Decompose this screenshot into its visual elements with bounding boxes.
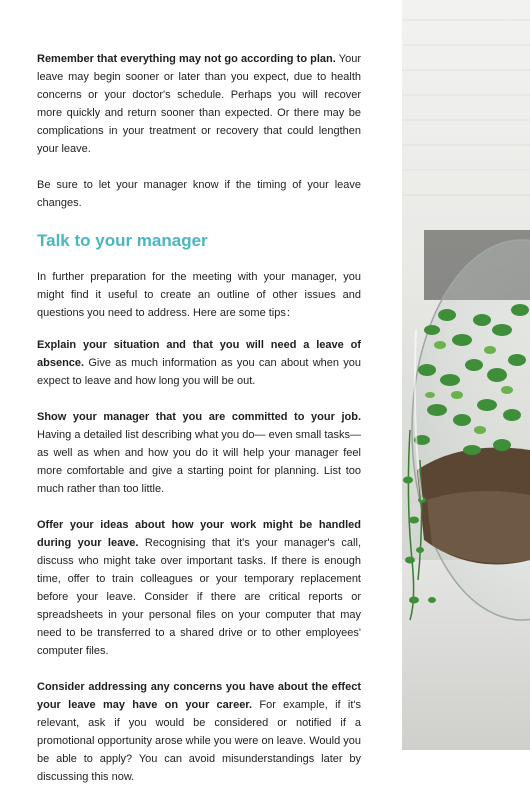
tip-text: Recognising that it's your manager's call, discuss who might take over important tasks. If there is enough time, offer to train colleagues or your temporary replacement before your leave. Consider if there are critical reports or spreadsheets in your personal files on your computer that may need to be transferred to a shared drive or to other employees' computer files.: [37, 537, 361, 657]
terrarium-plant-icon: [402, 0, 530, 750]
intro-paragraph: [37, 50, 361, 158]
tip-lead: Offer your ideas about how your work might be handled during your leave.: [37, 519, 361, 549]
tip-text: Give as much information as you can about when you expect to leave and how long you will be out.: [37, 357, 361, 387]
intro-text: Your leave may begin sooner or later than you expect, due to health concerns or your doctor's schedule. Perhaps you will recover more quickly and return sooner than expected. Or there may be complications in your treatment or recovery that could lengthen your leave.: [37, 53, 361, 155]
tip-lead: Consider addressing any concerns you have about the effect your leave may have on your career.: [37, 681, 361, 711]
intro-note: Be sure to let your manager know if the timing of your leave changes.: [37, 179, 361, 209]
tip-paragraph: [37, 678, 361, 786]
intro-lead: Remember that everything may not go according to plan.: [37, 53, 336, 65]
section-title: Talk to your manager: [37, 231, 208, 250]
section-intro: In further preparation for the meeting with your manager, you might find it useful to create an outline of other issues and questions you need to address. Here are some tips：: [37, 271, 361, 319]
tip-lead: Show your manager that you are committed to your job.: [37, 411, 361, 423]
tip-text: Having a detailed list describing what you do— even small tasks—as well as when and how you do it will help your manager feel more comfortable and give a starting point for planning. List too much rather than too little.: [37, 429, 361, 495]
tip-text: For example, if it's relevant, ask if you would be considered or notified if a promotional opportunity arose while you were on leave. Would you be able to apply? You can avoid misunderstandings later by discussing this now.: [37, 699, 361, 783]
tip-lead: Explain your situation and that you will need a leave of absence.: [37, 339, 361, 369]
tip-paragraph: [37, 408, 361, 498]
document-body: [37, 50, 361, 804]
tip-paragraph: [37, 516, 361, 660]
tip-paragraph: [37, 336, 361, 390]
terrarium-photo: [402, 0, 530, 750]
